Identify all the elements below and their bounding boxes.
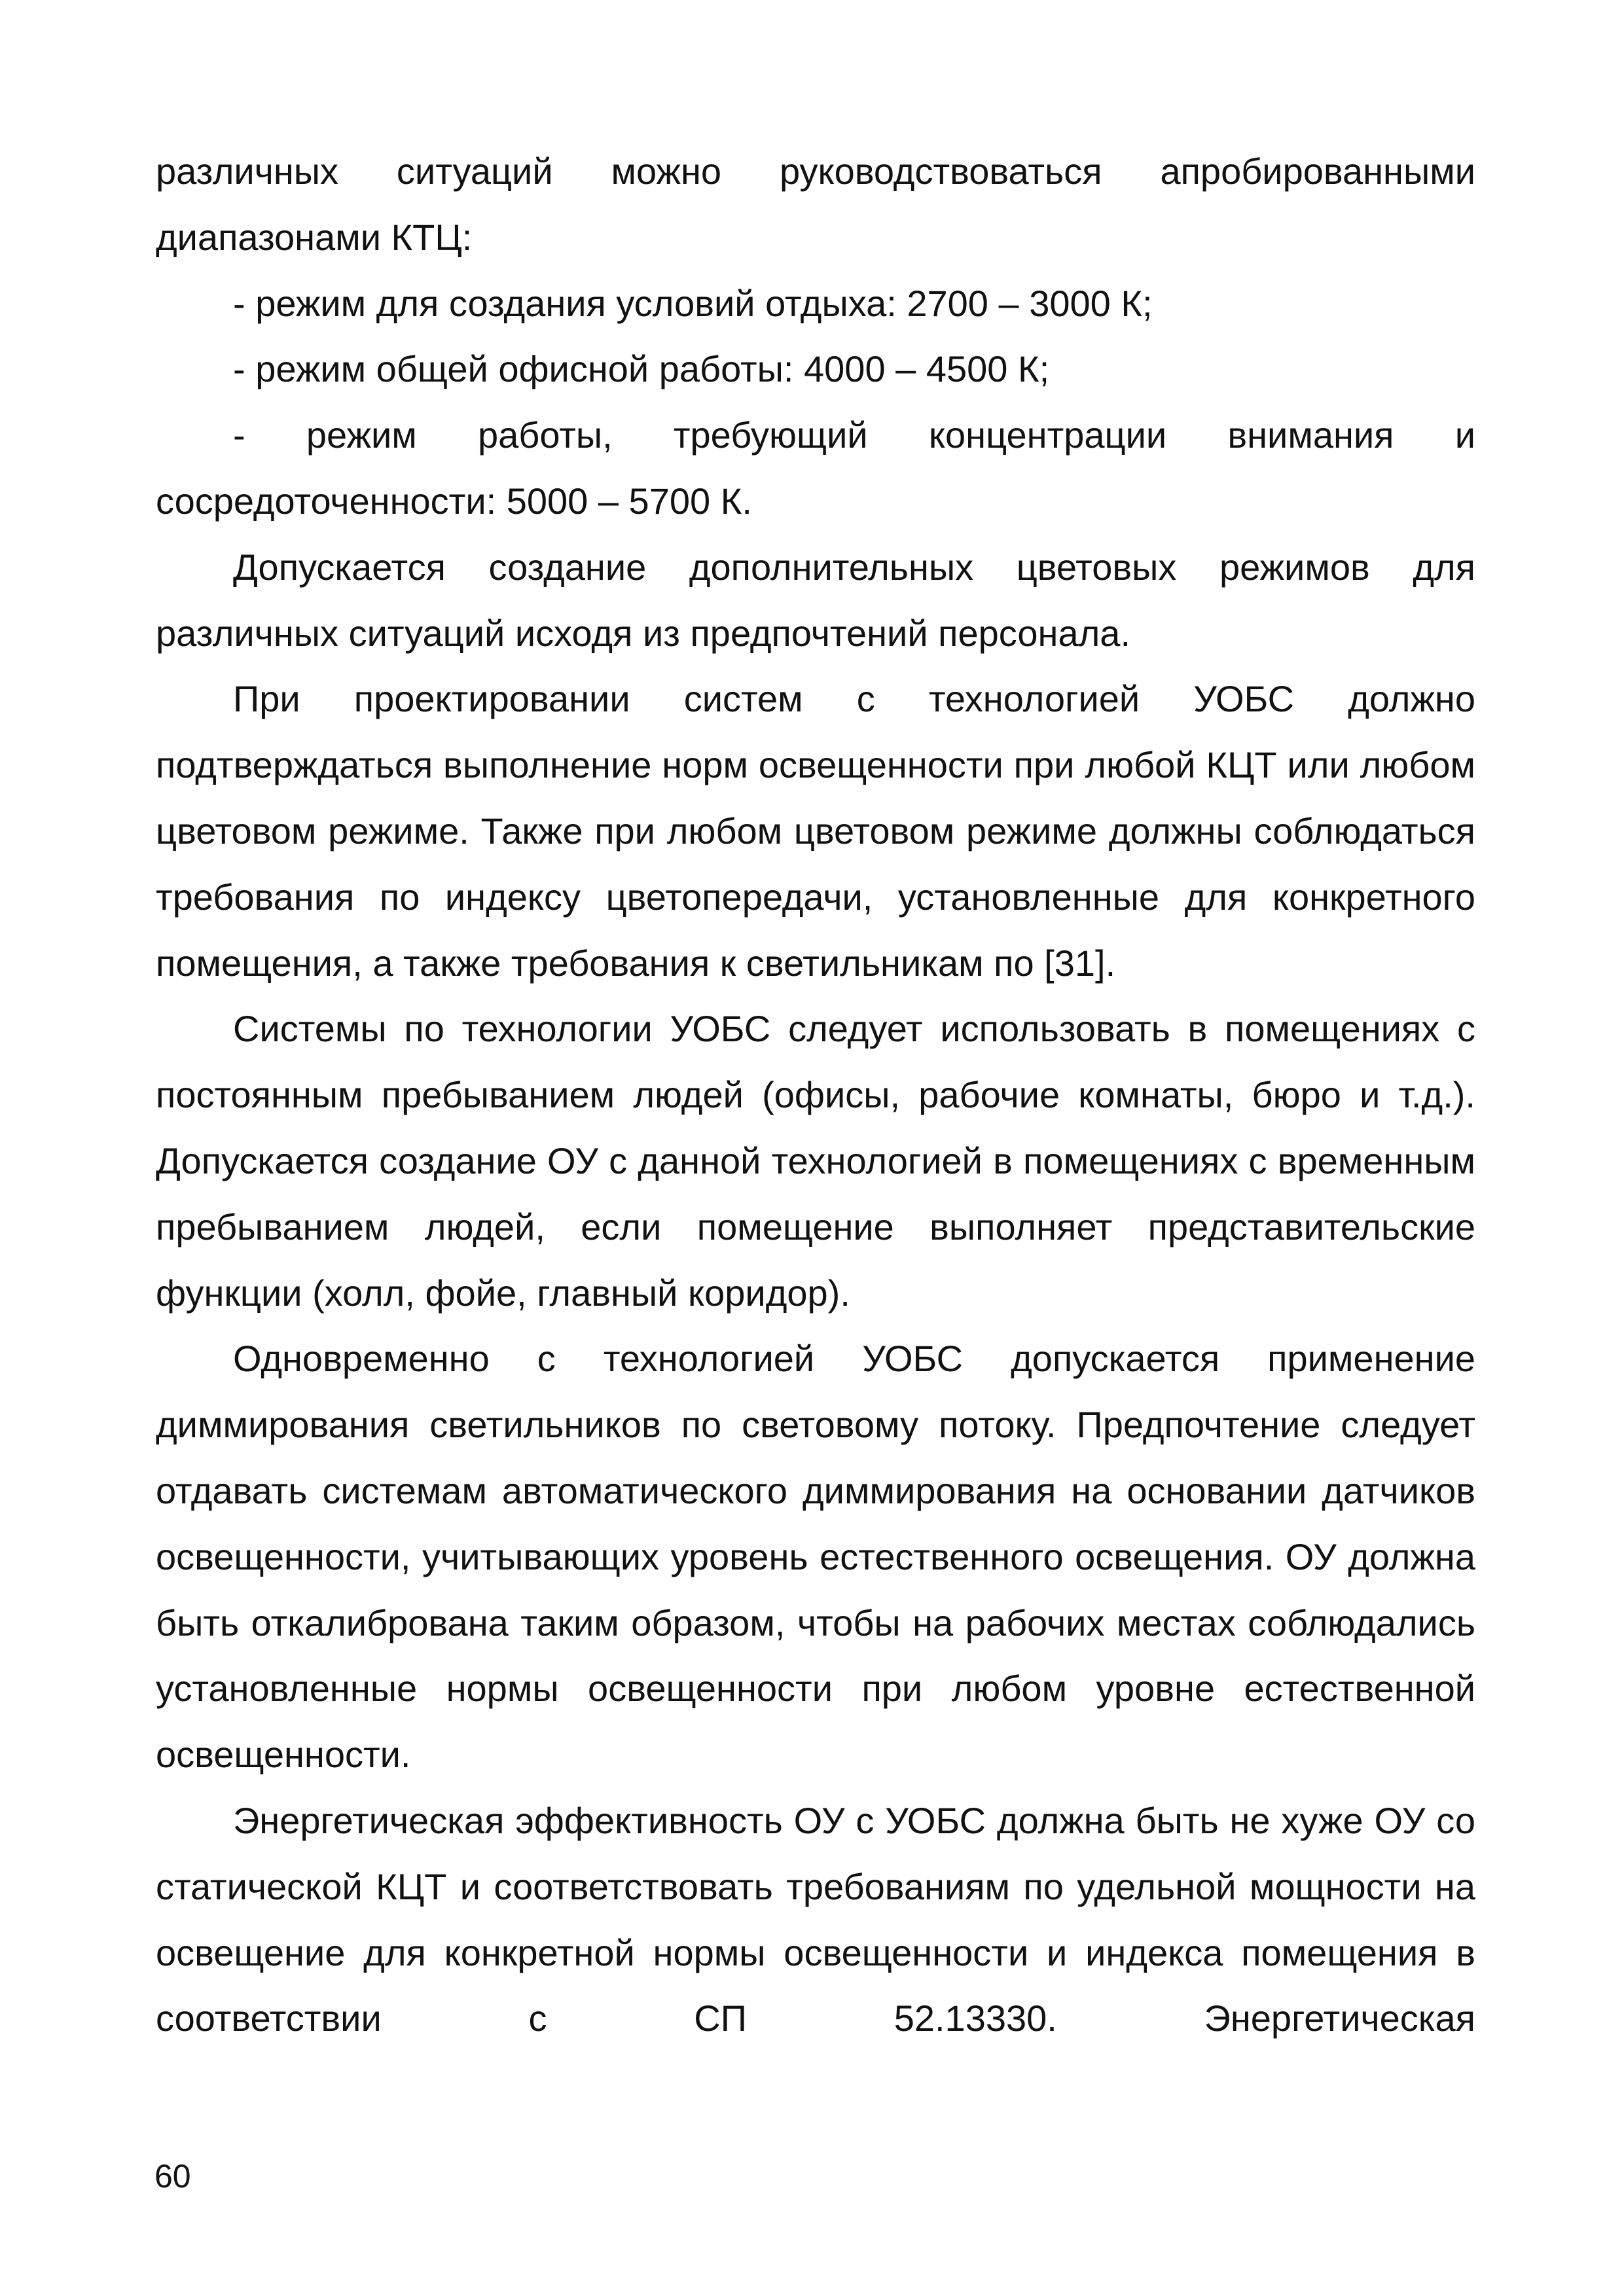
paragraph-continuation: различных ситуаций можно руководствоваться апробированными диапазонами КТЦ: bbox=[156, 151, 1475, 258]
list-item-rest-mode: - режим для создания условий отдыха: 2700 – 3000 К; bbox=[233, 282, 1153, 324]
list-item-concentration-mode: - режим работы, требующий концентрации внимания и сосредоточенности: 5000 – 5700 К. bbox=[156, 414, 1475, 522]
paragraph-additional-modes: Допускается создание дополнительных цветовых режимов для различных ситуаций исходя из предпочтений персонала. bbox=[156, 546, 1475, 654]
paragraph-energy-efficiency: Энергетическая эффективность ОУ с УОБС должна быть не хуже ОУ со статической КЦТ и соответствовать требованиям по удельной мощности на освещение для конкретной нормы освещенности и индекса помещения в соответствии с СП 52.13330. Энергетическая bbox=[156, 1799, 1475, 2039]
body-text bbox=[156, 139, 1475, 2052]
list-item-office-mode: - режим общей офисной работы: 4000 – 4500 К; bbox=[233, 348, 1050, 390]
paragraph-usage-rooms: Системы по технологии УОБС следует использовать в помещениях с постоянным пребыванием людей (офисы, рабочие комнаты, бюро и т.д.). Допускается создание ОУ с данной технологией в помещениях с временным пребыванием людей, если помещение выполняет представительские функции (холл, фойе, главный коридор). bbox=[156, 1008, 1475, 1314]
paragraph-dimming: Одновременно с технологией УОБС допускается применение диммирования светильников по световому потоку. Предпочтение следует отдавать системам автоматического диммирования на основании датчиков освещенности, учитывающих уровень естественного освещения. ОУ должна быть откалибрована таким образом, чтобы на рабочих местах соблюдались установленные нормы освещенности при любом уровне естественной освещенности. bbox=[156, 1338, 1475, 1776]
page-number: 60 bbox=[154, 2158, 191, 2195]
paragraph-design-requirements: При проектировании систем с технологией УОБС должно подтверждаться выполнение норм освещенности при любой КЦТ или любом цветовом режиме. Также при любом цветовом режиме должны соблюдаться требования по индексу цветопередачи, установленные для конкретного помещения, а также требования к светильникам по [31]. bbox=[156, 678, 1475, 984]
